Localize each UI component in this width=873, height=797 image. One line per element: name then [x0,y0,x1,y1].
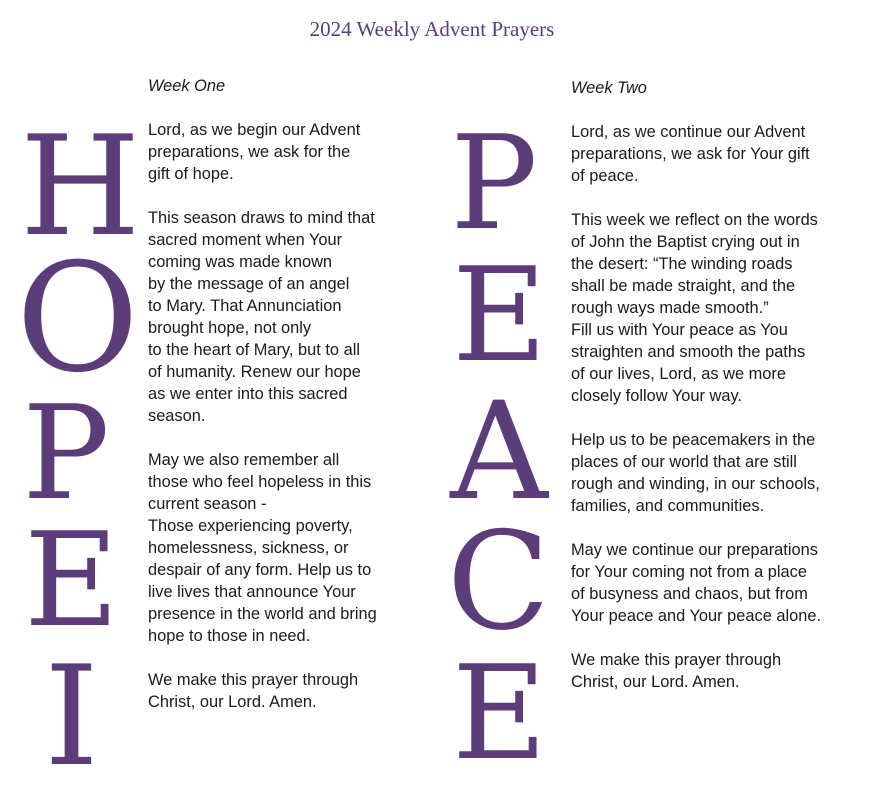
hope-letter-i: I [44,636,99,797]
week-one-heading: Week One [148,77,226,95]
week-two-column [571,77,866,715]
hope-letter-p: P [22,377,110,529]
page-title: 2024 Weekly Advent Prayers [309,17,555,41]
peace-letter-e: E [452,239,547,391]
hope-letter-e: E [24,504,119,656]
week-two-paragraph: Help us to be peacemakers in the places of our world that are still rough and winding, in our schools, families, and communities. [571,431,820,515]
week-two-paragraph: Lord, as we continue our Advent preparations, we ask for Your gift of peace. [571,123,810,185]
week-two-paragraph: This week we reflect on the words of John the Baptist crying out in the desert: “The winding roads shall be made straight, and the rough ways made smooth.” Fill us with Your peace as You straighten and smooth the paths of our lives, Lord, as we more closely follow Your way. [571,211,818,405]
week-one-paragraph: May we also remember all those who feel hopeless in this current season - Those experiencing poverty, homelessness, sickness, or despair of any form. Help us to live lives that announce Your presence in the world and bring hope to those in need. [148,451,377,645]
week-one-paragraph: Lord, as we begin our Advent preparations, we ask for the gift of hope. [148,121,361,183]
week-one-closing: We make this prayer through Christ, our Lord. Amen. [148,671,359,711]
peace-letter-c: C [446,503,551,660]
peace-letter-a: A [450,373,548,530]
hope-letter-o: O [16,232,139,406]
week-one-paragraph: This season draws to mind that sacred moment when Your coming was made known by the message of an angel to Mary. That Annunciation brought hope, not only to the heart of Mary, but to all of humanity. Renew our hope as we enter into this sacred season. [148,209,375,425]
week-one-column [148,75,418,735]
week-two-paragraph: May we continue our preparations for Your coming not from a place of busyness and chaos, but from Your peace and Your peace alone. [571,541,822,625]
peace-letter-e-2: E [452,637,547,789]
peace-letter-p: P [450,107,538,259]
week-two-heading: Week Two [571,79,647,97]
week-two-closing: We make this prayer through Christ, our Lord. Amen. [571,651,782,691]
hope-letter-h: H [20,106,141,267]
